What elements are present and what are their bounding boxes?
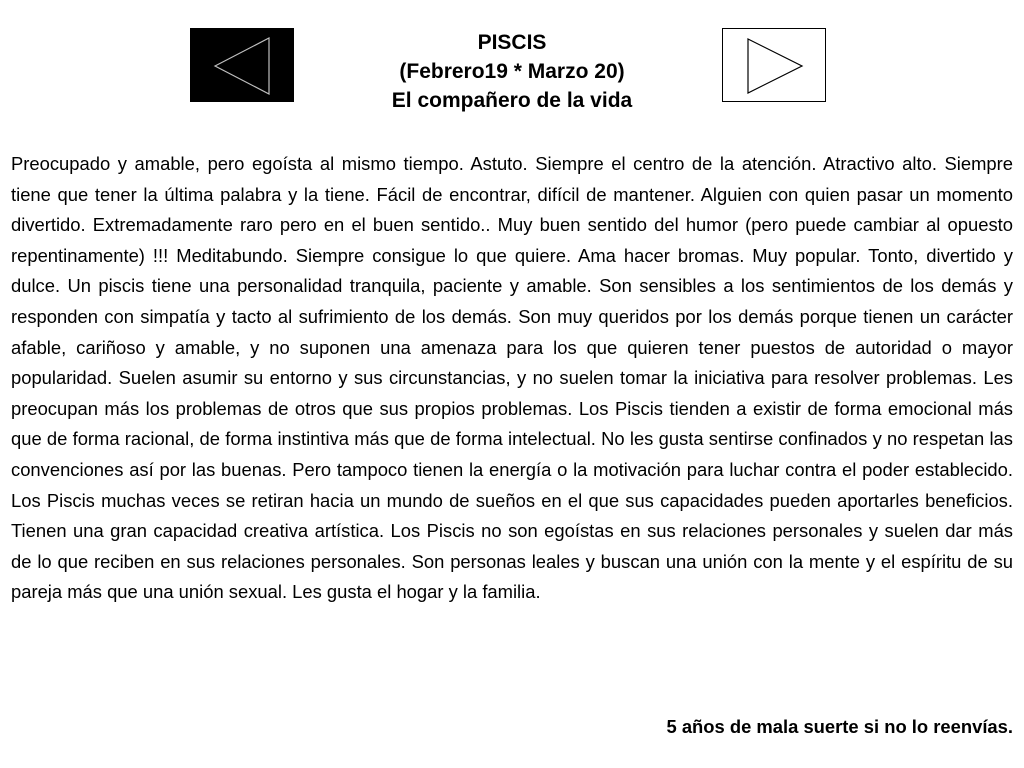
date-range: (Febrero19 * Marzo 20)	[399, 60, 625, 83]
triangle-left-icon	[191, 29, 295, 103]
next-slide-button[interactable]	[722, 28, 826, 102]
previous-slide-button[interactable]	[190, 28, 294, 102]
page-subtitle: El compañero de la vida	[391, 89, 633, 112]
triangle-right-icon	[723, 29, 827, 103]
description-paragraph: Preocupado y amable, pero egoísta al mismo tiempo. Astuto. Siempre el centro de la atención. Atractivo alto. Siempre tiene que tener la última palabra y la tiene. Fácil de encontrar, difícil de mantener. Alguien con quien pasar un momento divertido. Extremadamente raro pero en el buen sentido.. Muy buen sentido del humor (pero puede cambiar al opuesto repentinamente) !!! Meditabundo. Siempre consigue lo que quiere. Ama hacer bromas. Muy popular. Tonto, divertido y dulce. Un piscis tiene una personalidad tranquila, paciente y amable. Son sensibles a los sentimientos de los demás y responden con simpatía y tacto al sufrimiento de los demás. Son muy queridos por los demás porque tienen un carácter afable, cariñoso y amable, y no suponen una amenaza para los que quieren tener puestos de autoridad o mayor popularidad. Suelen asumir su entorno y sus circunstancias, y no suelen tomar la iniciativa para resolver problemas. Les preocupan más los problemas de otros que sus propios problemas. Los Piscis tienden a existir de forma emocional más que de forma racional, de forma instintiva más que de forma intelectual. No les gusta sentirse confinados y no respetan las convenciones así por las buenas. Pero tampoco tienen la energía o la motivación para luchar contra el poder establecido. Los Piscis muchas veces se retiran hacia un mundo de sueños en el que sus capacidades pueden aportarles beneficios. Tienen una gran capacidad creativa artística. Los Piscis no son egoístas en sus relaciones personales y suelen dar más de lo que reciben en sus relaciones personales. Son personas leales y buscan una unión con la mente y el espíritu de su pareja más que una unión sexual. Les gusta el hogar y la familia.	[11, 153, 1013, 603]
closing-line: 5 años de mala suerte si no lo reenvías.	[666, 716, 1013, 737]
page-title: PISCIS	[477, 31, 547, 54]
title-block	[312, 28, 712, 115]
